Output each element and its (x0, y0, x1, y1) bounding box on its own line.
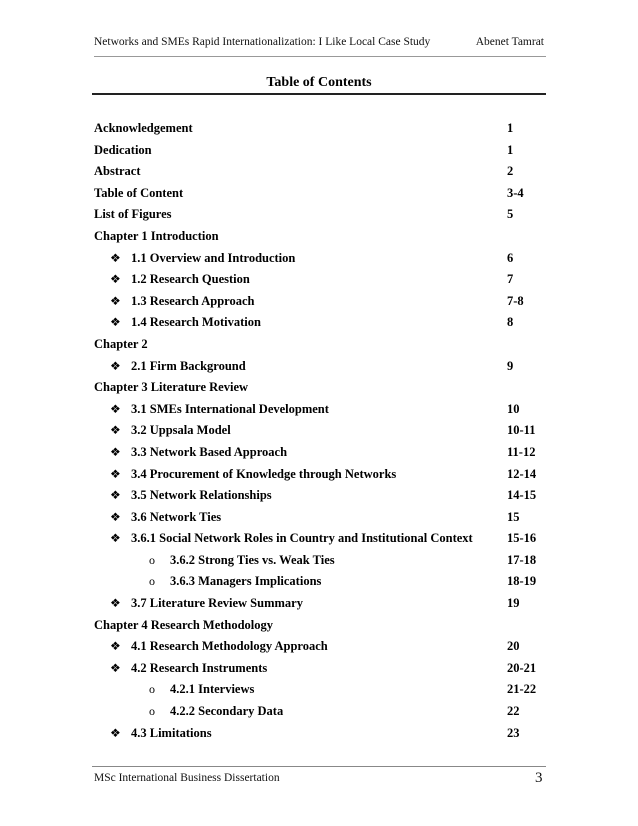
toc-entry-page: 8 (507, 315, 514, 330)
toc-entry-label: Abstract (94, 164, 141, 179)
toc-entry-label: 3.2 Uppsala Model (131, 423, 231, 438)
toc-entry-label: 2.1 Firm Background (131, 358, 246, 373)
toc-entry (94, 528, 544, 550)
toc-entry-label: Chapter 3 Literature Review (94, 380, 249, 395)
toc-entry-label: Table of Content (94, 185, 184, 200)
toc-entry (94, 658, 544, 680)
toc-entry (94, 442, 544, 464)
diamond-bullet-icon: ❖ (110, 639, 121, 654)
toc-entry (94, 226, 544, 248)
toc-entry-label: 4.2.2 Secondary Data (170, 704, 284, 719)
toc-entry-label: List of Figures (94, 207, 172, 222)
toc-entry (94, 161, 544, 183)
toc-entry-label: Chapter 1 Introduction (94, 228, 219, 243)
toc-entry (94, 183, 544, 205)
toc-entry-page: 19 (507, 596, 520, 611)
toc-entry (94, 550, 544, 572)
toc-entry-label: 4.2 Research Instruments (131, 660, 268, 675)
toc-entry (94, 118, 544, 140)
toc-entry-page: 18-19 (507, 574, 537, 589)
toc-entry-page: 15-16 (507, 531, 537, 546)
toc-entry-page: 7 (507, 272, 514, 287)
toc-entry (94, 204, 544, 226)
circle-bullet-icon: o (149, 574, 155, 589)
title-divider (92, 93, 546, 95)
footer-text: MSc International Business Dissertation (94, 772, 280, 784)
diamond-bullet-icon: ❖ (110, 725, 121, 740)
toc-entry-label: 3.1 SMEs International Development (131, 401, 329, 416)
diamond-bullet-icon: ❖ (110, 401, 121, 416)
toc-entry (94, 507, 544, 529)
toc-entry-label: 1.3 Research Approach (131, 293, 255, 308)
toc-entry-label: 3.6.3 Managers Implications (170, 574, 322, 589)
toc-entry-page: 7-8 (507, 293, 524, 308)
toc-entry-label: Chapter 4 Research Methodology (94, 617, 274, 632)
toc-entry-page: 15 (507, 509, 520, 524)
diamond-bullet-icon: ❖ (110, 293, 121, 308)
toc-entry (94, 399, 544, 421)
circle-bullet-icon: o (149, 682, 155, 697)
toc-entry-label: 3.6 Network Ties (131, 509, 222, 524)
diamond-bullet-icon: ❖ (110, 358, 121, 373)
header-divider (94, 56, 546, 57)
toc-entry (94, 615, 544, 637)
toc-entry (94, 291, 544, 313)
toc-entry-page: 10-11 (507, 423, 536, 438)
toc-entry-page: 17-18 (507, 552, 537, 567)
diamond-bullet-icon: ❖ (110, 315, 121, 330)
toc-entry-page: 2 (507, 164, 514, 179)
toc-entry-page: 6 (507, 250, 514, 265)
toc-entry-page: 20 (507, 639, 520, 654)
diamond-bullet-icon: ❖ (110, 596, 121, 611)
toc-entry-page: 1 (507, 142, 514, 157)
toc-entry (94, 420, 544, 442)
toc-entry (94, 140, 544, 162)
toc-entry-page: 14-15 (507, 488, 537, 503)
toc-entry-label: 3.7 Literature Review Summary (131, 596, 303, 611)
toc-entry-label: 4.1 Research Methodology Approach (131, 639, 328, 654)
toc-entry-page: 9 (507, 358, 514, 373)
diamond-bullet-icon: ❖ (110, 444, 121, 459)
header-title: Networks and SMEs Rapid Internationalization: I Like Local Case Study (94, 36, 431, 48)
toc-entry-label: 3.3 Network Based Approach (131, 444, 288, 459)
diamond-bullet-icon: ❖ (110, 466, 121, 481)
toc-entry (94, 377, 544, 399)
circle-bullet-icon: o (149, 552, 155, 567)
diamond-bullet-icon: ❖ (110, 272, 121, 287)
toc-entry-label: Chapter 2 (94, 336, 148, 351)
toc-entry (94, 701, 544, 723)
diamond-bullet-icon: ❖ (110, 488, 121, 503)
toc-entry-page: 21-22 (507, 682, 537, 697)
toc-entry-page: 23 (507, 725, 520, 740)
toc-entry (94, 248, 544, 270)
toc-entry-label: 1.1 Overview and Introduction (131, 250, 296, 265)
toc-entry-label: 4.3 Limitations (131, 725, 212, 740)
toc-entry-page: 11-12 (507, 444, 536, 459)
toc-entry (94, 269, 544, 291)
toc-entry-label: Dedication (94, 142, 152, 157)
toc-entry-page: 12-14 (507, 466, 537, 481)
toc-entry-page: 20-21 (507, 660, 537, 675)
toc-entry-label: 3.4 Procurement of Knowledge through Networks (131, 466, 397, 481)
header-author: Abenet Tamrat (475, 36, 544, 48)
toc-entry (94, 312, 544, 334)
toc-entry-label: 3.6.1 Social Network Roles in Country and Institutional Context (131, 531, 473, 546)
toc-entry-label: 3.6.2 Strong Ties vs. Weak Ties (170, 552, 335, 567)
toc-entry-page: 1 (507, 121, 514, 135)
diamond-bullet-icon: ❖ (110, 660, 121, 675)
toc-entry (94, 679, 544, 701)
toc-entry-page: 22 (507, 704, 520, 719)
toc-entry (94, 636, 544, 658)
toc-entry (94, 723, 544, 745)
toc-entry-label: 1.4 Research Motivation (131, 315, 261, 330)
toc-entry (94, 334, 544, 356)
toc-entry-page: 5 (507, 207, 514, 222)
toc-entry-label: 4.2.1 Interviews (170, 682, 255, 697)
diamond-bullet-icon: ❖ (110, 250, 121, 265)
toc-entry (94, 571, 544, 593)
page-title: Table of Contents (266, 75, 372, 90)
toc-entry (94, 485, 544, 507)
toc-entry-page: 3-4 (507, 185, 524, 200)
diamond-bullet-icon: ❖ (110, 423, 121, 438)
toc-entry-label: 1.2 Research Question (131, 272, 250, 287)
table-of-contents (94, 118, 544, 744)
page-number: 3 (535, 770, 543, 786)
footer-divider (92, 766, 546, 767)
toc-entry (94, 464, 544, 486)
diamond-bullet-icon: ❖ (110, 509, 121, 524)
toc-entry (94, 593, 544, 615)
circle-bullet-icon: o (149, 704, 155, 719)
toc-entry (94, 356, 544, 378)
toc-entry-page: 10 (507, 401, 520, 416)
diamond-bullet-icon: ❖ (110, 531, 121, 546)
toc-entry-label: Acknowledgement (94, 121, 193, 135)
toc-entry-label: 3.5 Network Relationships (131, 488, 272, 503)
